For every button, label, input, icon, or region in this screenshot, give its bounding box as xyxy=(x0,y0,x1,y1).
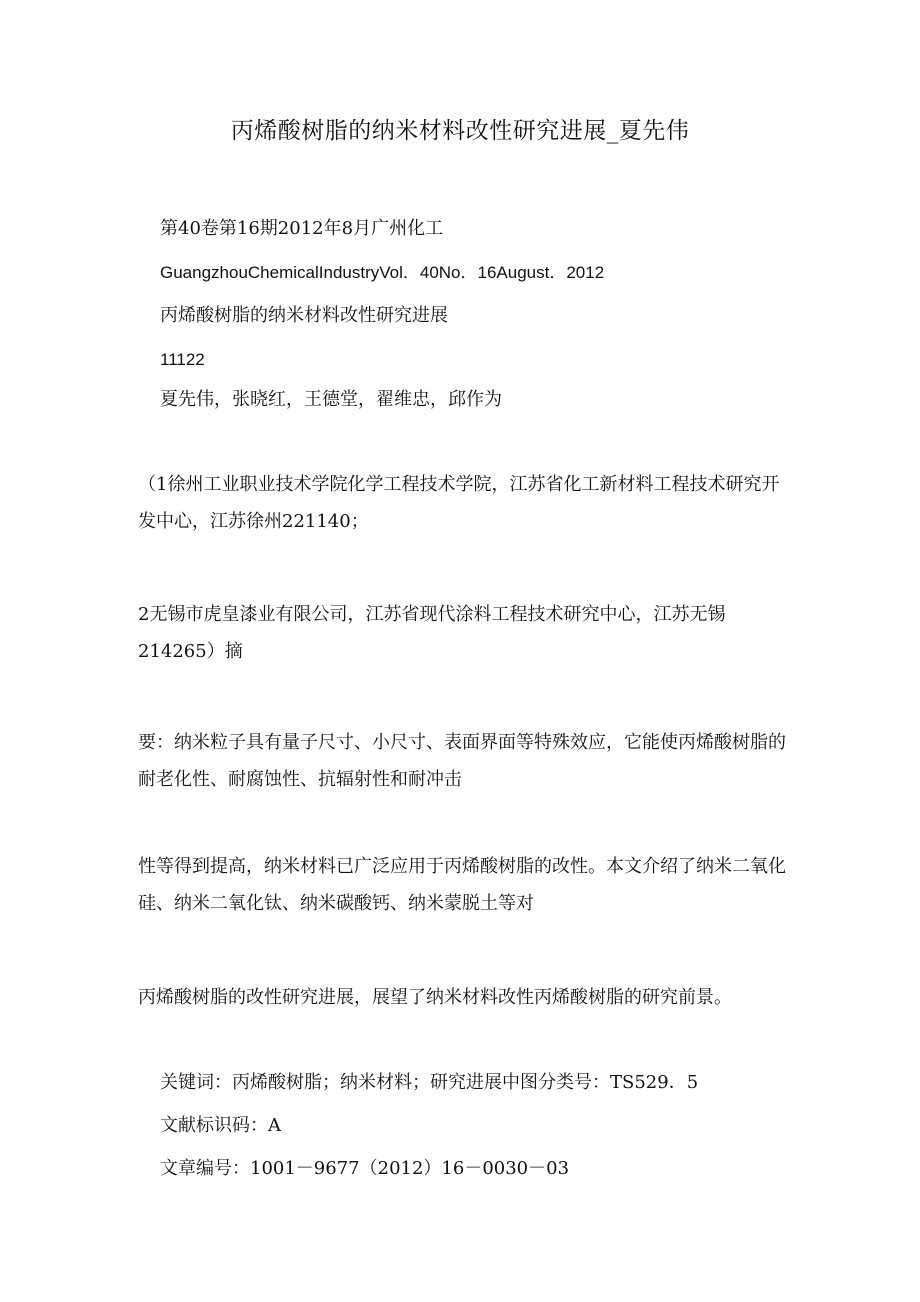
abstract-paragraph-3: 丙烯酸树脂的改性研究进展，展望了纳米材料改性丙烯酸树脂的研究前景。 xyxy=(138,987,732,1008)
affiliation-paragraph-1: （1徐州工业职业技术学院化学工程技术学院，江苏省化工新材料工程技术研究开发中心，江苏徐州221140； xyxy=(138,474,780,532)
author-affiliation-numbers: 11122 xyxy=(160,350,205,369)
abstract-paragraph-1: 要：纳米粒子具有量子尺寸、小尺寸、表面界面等特殊效应，它能使丙烯酸树脂的耐老化性、耐腐蚀性、抗辐射性和耐冲击 xyxy=(138,732,786,790)
journal-issue-line: 第40卷第16期2012年8月广州化工 xyxy=(160,218,444,239)
keywords-line: 关键词：丙烯酸树脂；纳米材料；研究进展中图分类号：TS529．5 xyxy=(160,1072,699,1093)
affiliation-paragraph-2: 2无锡市虎皇漆业有限公司，江苏省现代涂料工程技术研究中心，江苏无锡214265）摘 xyxy=(138,604,726,662)
document-code-line: 文献标识码：A xyxy=(160,1115,281,1136)
authors-line: 夏先伟，张晓红，王德堂，翟维忠，邱作为 xyxy=(160,389,502,410)
article-title-line: 丙烯酸树脂的纳米材料改性研究进展 xyxy=(160,305,448,326)
article-number-line: 文章编号：1001－9677（2012）16－0030－03 xyxy=(160,1158,570,1179)
document-title: 丙烯酸树脂的纳米材料改性研究进展_夏先伟 xyxy=(230,118,690,144)
journal-english-line: GuangzhouChemicalIndustryVol．40No．16August．2012 xyxy=(160,263,605,282)
abstract-paragraph-2: 性等得到提高，纳米材料已广泛应用于丙烯酸树脂的改性。本文介绍了纳米二氧化硅、纳米二氧化钛、纳米碳酸钙、纳米蒙脱土等对 xyxy=(138,856,786,914)
